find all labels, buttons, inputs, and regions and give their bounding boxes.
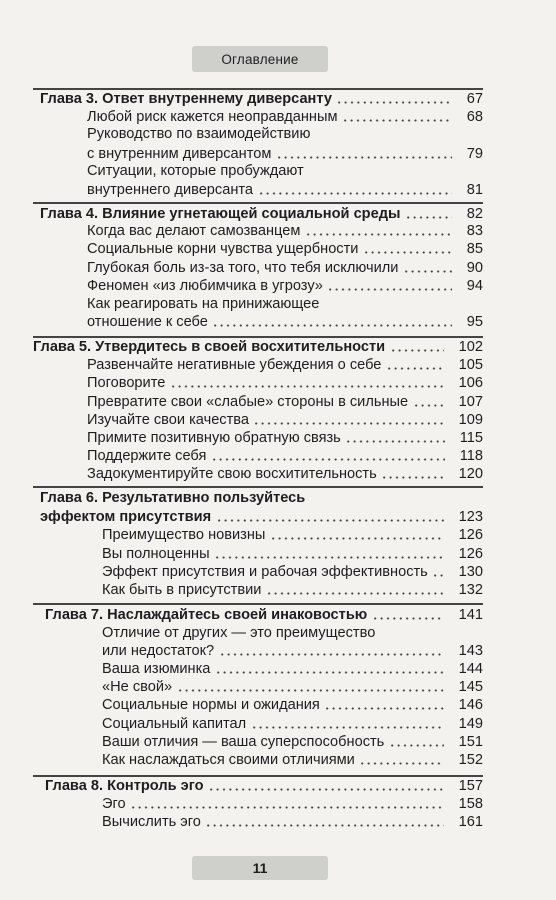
toc-page-number: 95 [466,314,483,330]
toc-page-number: 157 [458,778,483,794]
toc-item[interactable] [87,429,483,447]
toc-item[interactable] [87,222,483,240]
toc-entry-title: Изучайте свои качества [87,412,249,428]
toc-entry-title: Как быть в присутствии [102,582,262,598]
toc-page-number: 130 [458,564,483,580]
dot-leader [219,653,444,656]
section-rule [33,486,483,488]
toc-item[interactable] [102,581,483,599]
toc-entry-title: Эго [102,796,126,812]
toc-page-number: 67 [466,91,483,107]
toc-item[interactable] [102,813,483,831]
dot-leader [211,458,445,461]
toc-page-number: 132 [458,582,483,598]
toc-page-number: 123 [458,509,483,525]
toc-item[interactable] [102,751,483,769]
toc-item[interactable] [102,545,483,563]
dot-leader [327,288,452,291]
toc-page-number: 126 [458,527,483,543]
toc-page-number: 141 [458,607,483,623]
toc-page-number: 145 [458,679,483,695]
toc-page-number: 107 [458,394,483,410]
toc-entry-title: Когда вас делают самозванцем [87,223,301,239]
toc-entry-title: Глава 4. Влияние угнетающей социальной среды [40,206,401,222]
toc-page-number: 109 [458,412,483,428]
dot-leader [266,592,444,595]
toc-item[interactable] [102,795,483,813]
dot-leader [170,385,444,388]
toc-page-number: 82 [466,206,483,222]
toc-entry-title: Социальный капитал [102,716,247,732]
toc-chapter[interactable] [40,508,483,526]
dot-leader [251,726,444,729]
dot-leader [215,671,444,674]
dot-leader [359,762,444,765]
toc-item[interactable] [87,181,483,199]
toc-page-number: 149 [458,716,483,732]
toc-chapter[interactable] [40,90,483,108]
dot-leader [336,101,452,104]
toc-page-number: 105 [458,357,483,373]
toc-entry-line: Как реагировать на принижающее [87,296,320,312]
toc-title: Оглавление [221,51,299,67]
toc-item[interactable] [87,313,483,331]
toc-item[interactable] [87,411,483,429]
toc-entry-title: или недостаток? [102,643,215,659]
toc-page-number: 102 [458,339,483,355]
toc-item[interactable] [102,696,483,714]
dot-leader [432,574,444,577]
toc-page-number: 68 [466,109,483,125]
dot-leader [208,788,444,791]
toc-entry-title: с внутренним диверсантом [87,146,272,162]
toc-chapter[interactable] [33,338,483,356]
toc-page-number: 146 [458,697,483,713]
toc-page-number: 106 [458,375,483,391]
toc-item[interactable] [87,277,483,295]
toc-item[interactable] [87,356,483,374]
toc-page-number: 144 [458,661,483,677]
page-number-badge [192,856,328,880]
dot-leader [413,404,444,407]
dot-leader [205,824,444,827]
section-rule [33,202,483,204]
toc-chapter[interactable] [45,606,483,624]
toc-entry-title: отношение к себе [87,314,208,330]
toc-entry-title: Глубокая боль из-за того, что тебя исключили [87,260,399,276]
toc-item[interactable] [102,660,483,678]
section-rule [33,336,483,338]
toc-entry-title: Социальные корни чувства ущербности [87,241,359,257]
toc-entry-title: Вы полноценны [102,546,210,562]
toc-item[interactable] [102,678,483,696]
toc-item[interactable] [87,108,483,126]
toc-entry-title: Глава 8. Контроль эго [45,778,204,794]
dot-leader [305,233,452,236]
toc-entry-title: Преимущество новизны [102,527,266,543]
dot-leader [389,744,444,747]
toc-page-number: 118 [459,448,483,464]
dot-leader [342,119,452,122]
toc-entry-title: «Не свой» [102,679,173,695]
toc-entry-line: Глава 6. Результативно пользуйтесь [40,490,306,506]
section-rule [33,775,483,777]
toc-item[interactable] [102,642,483,660]
dot-leader [363,251,452,254]
dot-leader [390,349,444,352]
toc-item[interactable] [87,259,483,277]
toc-item[interactable] [102,526,483,544]
dot-leader [405,216,452,219]
toc-entry-title: Развенчайте негативные убеждения о себе [87,357,382,373]
toc-entry-title: Примите позитивную обратную связь [87,430,341,446]
toc-page-number: 94 [466,278,483,294]
toc-item[interactable] [87,393,483,411]
toc-page-number: 161 [458,814,483,830]
dot-leader [276,156,452,159]
page-number: 11 [252,860,268,876]
toc-page-number: 126 [458,546,483,562]
toc-entry-title: Поддержите себя [87,448,207,464]
dot-leader [130,806,444,809]
toc-chapter[interactable] [40,205,483,223]
toc-item[interactable] [102,733,483,751]
toc-item[interactable] [102,715,483,733]
toc-entry-title: Глава 3. Ответ внутреннему диверсанту [40,91,332,107]
toc-item[interactable] [87,240,483,258]
toc-page-number: 158 [458,796,483,812]
dot-leader [386,367,444,370]
toc-entry-title: Ваша изюминка [102,661,211,677]
toc-entry-line: Ситуации, которые пробуждают [87,163,304,179]
toc-page-number: 81 [466,182,483,198]
toc-entry-title: внутреннего диверсанта [87,182,254,198]
section-rule [33,88,483,90]
dot-leader [403,270,452,273]
toc-page-number: 120 [458,466,483,482]
dot-leader [214,556,444,559]
toc-entry-title: Поговорите [87,375,166,391]
toc-page-number: 143 [458,643,483,659]
toc-entry-title: эффектом присутствия [40,509,212,525]
toc-page-number: 151 [458,734,483,750]
dot-leader [372,617,444,620]
dot-leader [270,537,444,540]
toc-item[interactable] [87,465,483,483]
toc-item[interactable] [87,447,483,465]
toc-entry-title: Глава 7. Наслаждайтесь своей инаковостью [45,607,368,623]
dot-leader [324,707,444,710]
toc-entry-title: Любой риск кажется неоправданным [87,109,338,125]
toc-entry-title: Социальные нормы и ожидания [102,697,320,713]
toc-entry-title: Феномен «из любимчика в угрозу» [87,278,323,294]
toc-entry-title: Задокументируйте свою восхитительность [87,466,377,482]
dot-leader [253,422,444,425]
toc-page-number: 79 [466,146,483,162]
toc-entry-line: Руководство по взаимодействию [87,126,311,142]
toc-page-number: 90 [466,260,483,276]
toc-page-number: 152 [458,752,483,768]
toc-page-number: 85 [466,241,483,257]
dot-leader [177,689,444,692]
toc-entry-title: Превратите свои «слабые» стороны в сильные [87,394,409,410]
toc-item[interactable] [102,563,483,581]
section-rule [33,603,483,605]
toc-entry-title: Вычислить эго [102,814,201,830]
toc-chapter[interactable] [45,777,483,795]
toc-item[interactable] [87,145,483,163]
dot-leader [381,476,444,479]
toc-entry-title: Глава 5. Утвердитесь в своей восхитительности [33,339,386,355]
toc-page-number: 115 [459,430,483,446]
toc-page-number: 83 [466,223,483,239]
dot-leader [345,440,445,443]
toc-entry-title: Ваши отличия — ваша суперспособность [102,734,385,750]
toc-entry-title: Как наслаждаться своими отличиями [102,752,355,768]
dot-leader [212,324,452,327]
toc-entry-line: Отличие от других — это преимущество [102,625,376,641]
toc-entry-title: Эффект присутствия и рабочая эффективность [102,564,428,580]
dot-leader [258,192,452,195]
toc-item[interactable] [87,374,483,392]
dot-leader [216,519,444,522]
